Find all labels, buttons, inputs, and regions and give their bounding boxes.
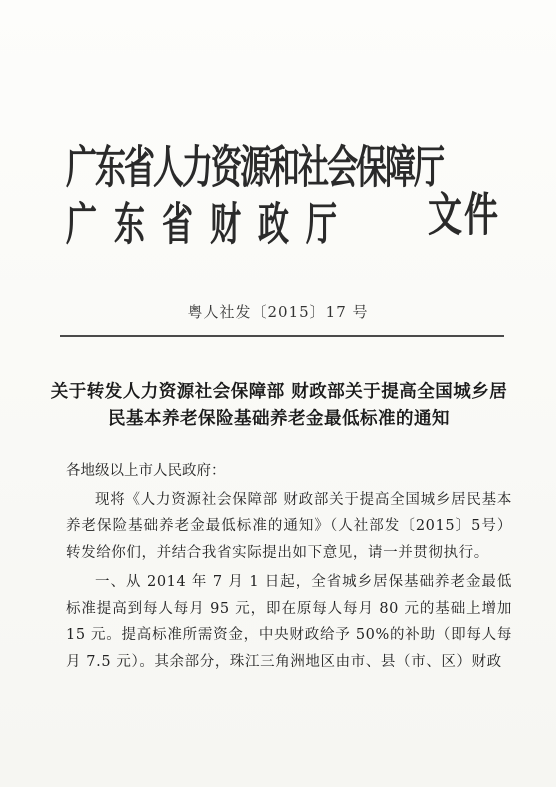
document-label: 文件 [428, 188, 500, 243]
body-paragraph: 现将《人力资源社会保障部 财政部关于提高全国城乡居民基本养老保险基础养老金最低标准的通知》（人社部发〔2015〕5号）转发给你们，并结合我省实际提出如下意见，请一并贯彻执行。 [66, 491, 512, 561]
issuer-hrss-department: 广东省人力资源和社会保障厅 [66, 141, 443, 194]
salutation: 各地级以上市人民政府： [66, 463, 226, 479]
document-title: 关于转发人力资源社会保障部 财政部关于提高全国城乡居民基本养老保险基础养老金最低标准的通知 [50, 382, 508, 429]
issuer-finance-department: 广东省财政厅 [66, 198, 354, 251]
document-number: 粤人社发〔2015〕17 号 [187, 303, 369, 321]
header-divider [60, 335, 504, 337]
issuer-block [66, 141, 443, 251]
body-paragraph: 一、从 2014 年 7 月 1 日起，全省城乡居保基础养老金最低标准提高到每人每月 95 元，即在原每人每月 80 元的基础上增加 15 元。提高标准所需资金，中央财政给予 50%的补助（即每人每月 7.5 元）。其余部分，珠江三角洲地区由市、县（市、区）财政 [66, 574, 512, 670]
document-body [66, 458, 512, 678]
